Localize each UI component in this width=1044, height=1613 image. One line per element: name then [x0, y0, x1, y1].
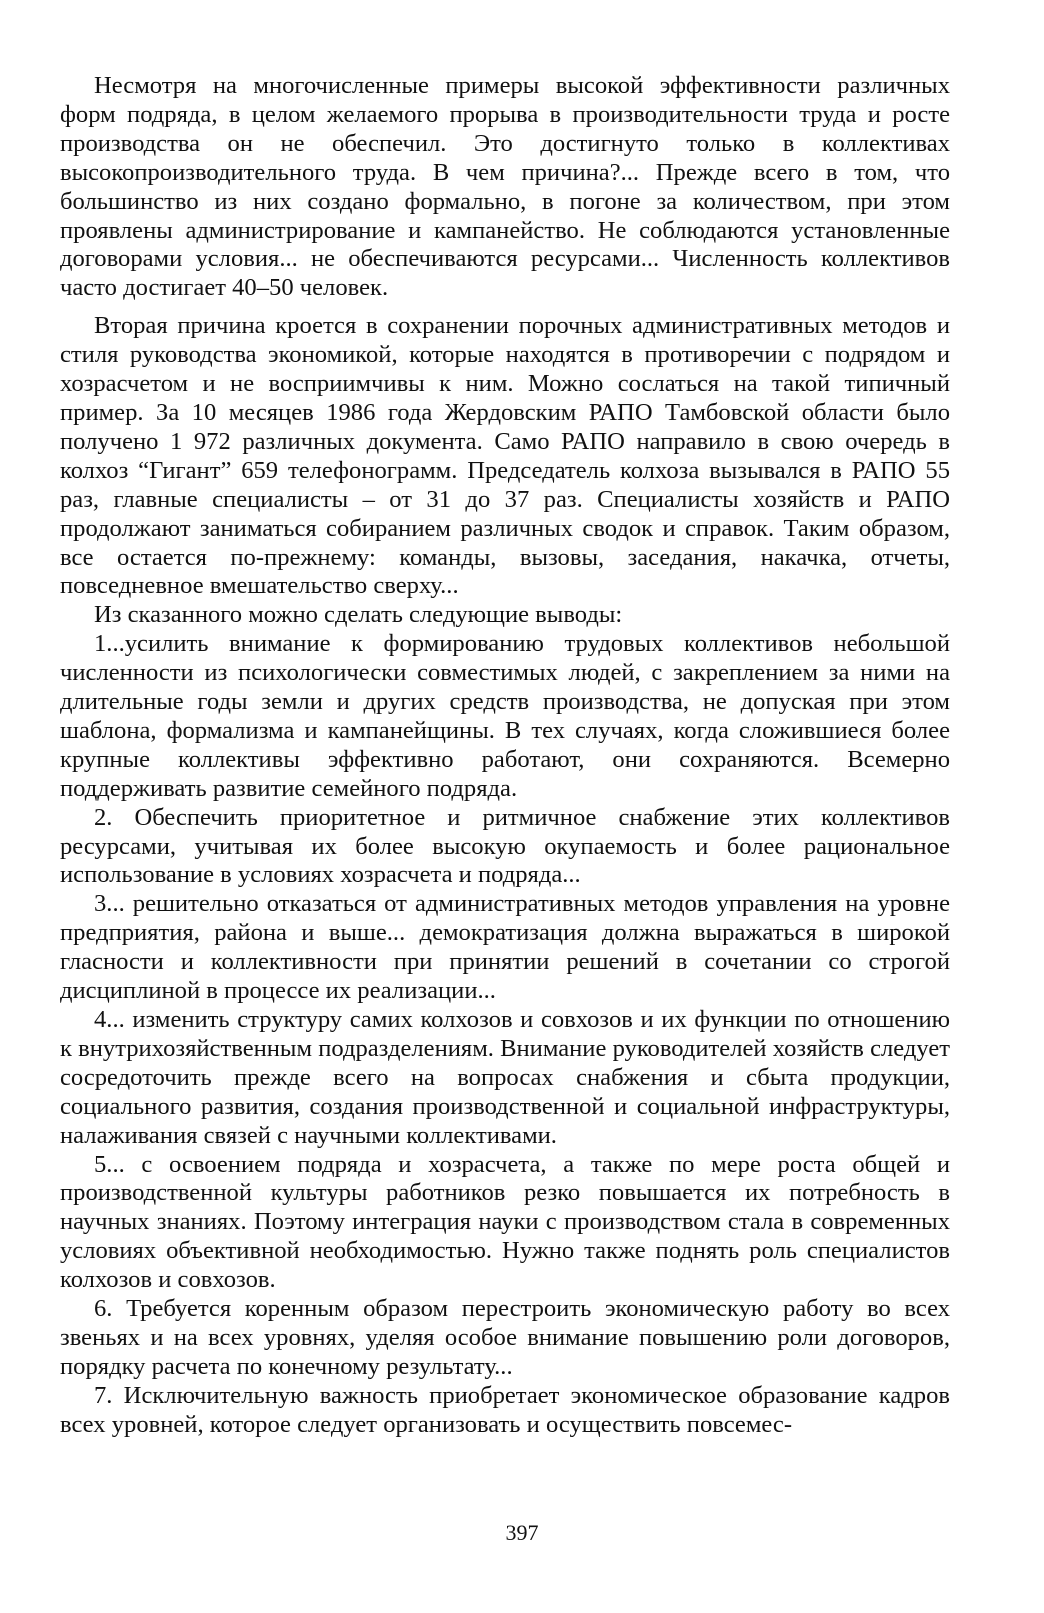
page-body [60, 72, 950, 1572]
conclusion-item-4: 4... изменить структуру самих колхозов и совхозов и их функции по отношению к внутрихозяйственным подразделениям. Внимание руководителей хозяйств следует сосредоточить прежде всего на вопросах снабжения и сбыта продукции, социального развития, создания производственной и социальной инфраструктуры, налаживания связей с научными коллективами. [60, 1006, 950, 1149]
conclusion-item-3: 3... решительно отказаться от административных методов управления на уровне предприятия, района и выше... демократизация должна выражаться в широкой гласности и коллективности при принятии решений в сочетании со строгой дисциплиной в процессе их реализации... [60, 890, 950, 1005]
paragraph-2: Вторая причина кроется в сохранении порочных административных методов и стиля руководства экономикой, которые находятся в противоречии с подрядом и хозрасчетом и не восприимчивы к ним. Можно сослаться на такой типичный пример. За 10 месяцев 1986 года Жердовским РАПО Тамбовской области было получено 1 972 различных документа. Само РАПО направило в свою очередь в колхоз “Гигант” 659 телефонограмм. Председатель колхоза вызывался в РАПО 55 раз, главные специалисты – от 31 до 37 раз. Специалисты хозяйств и РАПО продолжают заниматься собиранием различных сводок и справок. Таким образом, все остается по-прежнему: команды, вызовы, заседания, накачка, отчеты, повседневное вмешательство сверху... [60, 312, 950, 600]
conclusion-item-7: 7. Исключительную важность приобретает экономическое образование кадров всех уровней, которое следует организовать и осуществить повсемес- [60, 1381, 950, 1438]
conclusion-item-2: 2. Обеспечить приоритетное и ритмичное снабжение этих коллективов ресурсами, учитывая их более высокую окупаемость и более рациональное использование в условиях хозрасчета и подряда... [60, 803, 950, 889]
page-number: 397 [505, 1520, 539, 1545]
paragraph-1: Несмотря на многочисленные примеры высокой эффективности различных форм подряда, в целом желаемого прорыва в производительности труда и росте производства он не обеспечил. Это достигнуто только в коллективах высокопроизводительного труда. В чем причина?... Прежде всего в том, что большинство из них создано формально, в погоне за количеством, при этом проявлены администрирование и кампанейство. Не соблюдаются установленные договорами условия... не обеспечиваются ресурсами... Численность коллективов часто достигает 40–50 человек. [60, 72, 950, 302]
conclusion-item-5: 5... с освоением подряда и хозрасчета, а также по мере роста общей и производственной культуры работников резко повышается их потребность в научных знаниях. Поэтому интеграция науки с производством стала в современных условиях объективной необходимостью. Нужно также поднять роль специалистов колхозов и совхозов. [60, 1150, 950, 1294]
paragraph-conclusions-intro: Из сказанного можно сделать следующие выводы: [94, 601, 623, 629]
conclusion-item-1: 1...усилить внимание к формированию трудовых коллективов небольшой численности из психологически совместимых людей, с закреплением за ними на длительные годы земли и других средств производства, не допуская при этом шаблона, формализма и кампанейщины. В тех случаях, когда сложившиеся более крупные коллективы эффективно работают, они сохраняются. Всемерно поддерживать развитие семейного подряда. [60, 630, 950, 802]
conclusion-item-6: 6. Требуется коренным образом перестроить экономическую работу во всех звеньях и на всех уровнях, уделяя особое внимание повышению роли договоров, порядку расчета по конечному результату... [60, 1295, 950, 1380]
